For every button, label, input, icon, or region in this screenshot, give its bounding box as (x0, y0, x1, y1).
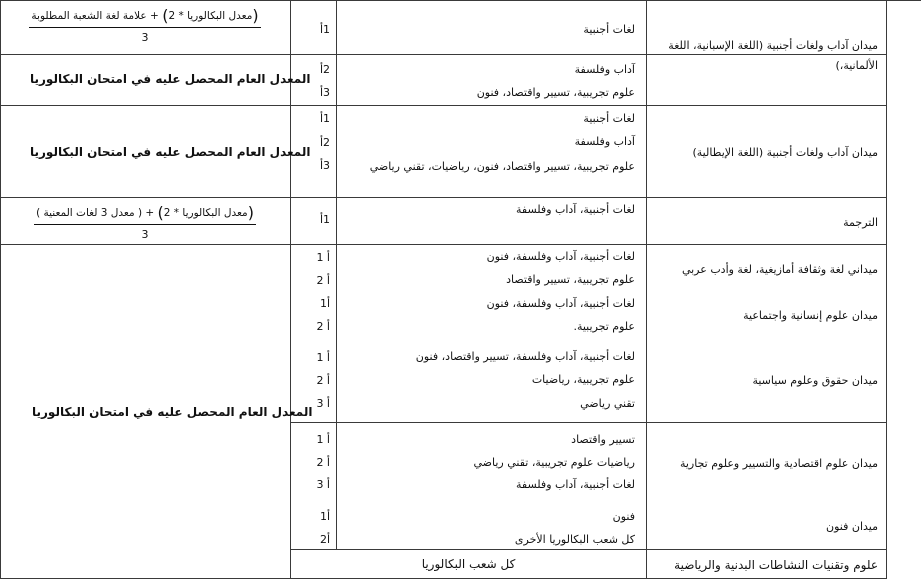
rank-label: أ 1 (316, 251, 330, 264)
rank-label: أ 2 (316, 274, 330, 287)
rank-label: أ 2 (316, 374, 330, 387)
rank-label: أ 2 (316, 456, 330, 469)
criterion-text: المعدل العام المحصل عليه في امتحان البكالوريا (30, 145, 311, 159)
row-divider (0, 105, 886, 106)
stream-label: رياضيات علوم تجريبية، تقني رياضي (473, 456, 635, 469)
row-divider (290, 422, 886, 423)
row-divider (0, 578, 886, 579)
stream-label: علوم تجريبية، تسيير واقتصاد، فنون (476, 86, 635, 99)
rank-label: أ 3 (316, 478, 330, 491)
col-divider (290, 0, 291, 579)
rank-label: أ1 (319, 297, 330, 310)
rank-label: 1أ (319, 112, 330, 125)
field-name: ميدان علوم إنسانية واجتماعية (743, 309, 878, 322)
stream-label: فنون (612, 510, 635, 523)
rank-label: 1أ (319, 213, 330, 226)
rank-label: 3أ (319, 86, 330, 99)
rank-label: أ 1 (316, 351, 330, 364)
field-name: ميدان آداب ولغات أجنبية (اللغة الإسبانية، اللغة الألمانية،) (668, 39, 878, 72)
stream-label: كل شعب البكالوريا الأخرى (514, 533, 635, 546)
field-name: ميدان آداب ولغات أجنبية (اللغة الإيطالية) (692, 146, 878, 159)
stream-label: آداب وفلسفة (574, 63, 635, 76)
criterion-formula: (معدل البكالوريا * 2) + علامة لغة الشعبة المطلوبة 3 (31, 6, 259, 44)
rank-label: 2أ (319, 136, 330, 149)
col-divider (0, 0, 1, 579)
stream-label: علوم تجريبية، رياضيات (531, 373, 635, 386)
field-name: ميدان علوم اقتصادية والتسيير وعلوم تجارية (679, 457, 878, 470)
row-divider (290, 549, 886, 550)
field-name: الترجمة (843, 216, 878, 229)
rank-label: أ1 (319, 510, 330, 523)
stream-label: علوم تجريبية، تسيير واقتصاد (506, 273, 635, 286)
row-divider (0, 244, 886, 245)
stream-label: لغات أجنبية (583, 112, 635, 125)
rank-label: 1أ (319, 23, 330, 36)
stream-label: لغات أجنبية، آداب وفلسفة (516, 203, 635, 216)
field-name: ميدان فنون (826, 520, 878, 533)
rank-label: 2أ (319, 63, 330, 76)
stream-label: لغات أجنبية، آداب وفلسفة، تسيير واقتصاد، فنون (415, 350, 635, 363)
row-divider (0, 0, 921, 1)
criterion-text: المعدل العام المحصل عليه في امتحان البكالوريا (32, 405, 313, 419)
field-name: علوم وتقنيات النشاطات البدنية والرياضية (674, 558, 878, 572)
col-divider (646, 0, 647, 579)
stream-label: لغات أجنبية، آداب وفلسفة، فنون (486, 250, 635, 263)
rank-label: أ 1 (316, 433, 330, 446)
stream-label: آداب وفلسفة (574, 135, 635, 148)
field-name: ميداني لغة وثقافة أمازيغية، لغة وأدب عربي (681, 263, 878, 276)
stream-label: لغات أجنبية (583, 23, 635, 36)
field-name: ميدان حقوق وعلوم سياسية (752, 374, 878, 387)
stream-label: تقني رياضي (580, 397, 635, 410)
rank-label: 3أ (319, 159, 330, 172)
stream-label: لغات أجنبية، آداب وفلسفة (516, 478, 635, 491)
stream-label: تسيير واقتصاد (571, 433, 635, 446)
col-divider (886, 0, 887, 579)
col-divider (336, 0, 337, 550)
rank-label: أ 3 (316, 397, 330, 410)
stream-label: علوم تجريبية. (573, 320, 635, 333)
rank-label: أ 2 (316, 320, 330, 333)
criterion-formula: (معدل البكالوريا * 2) + ( معدل 3 لغات المعنية ) 3 (36, 203, 254, 241)
rank-label: أ2 (319, 533, 330, 546)
stream-label: لغات أجنبية، آداب وفلسفة، فنون (486, 297, 635, 310)
criterion-text: المعدل العام المحصل عليه في امتحان البكالوريا (30, 72, 311, 86)
row-divider (0, 197, 886, 198)
stream-label: علوم تجريبية، تسيير واقتصاد، فنون، رياضيات، تقني رياضي (369, 160, 635, 173)
stream-label: كل شعب البكالوريا (421, 557, 516, 571)
